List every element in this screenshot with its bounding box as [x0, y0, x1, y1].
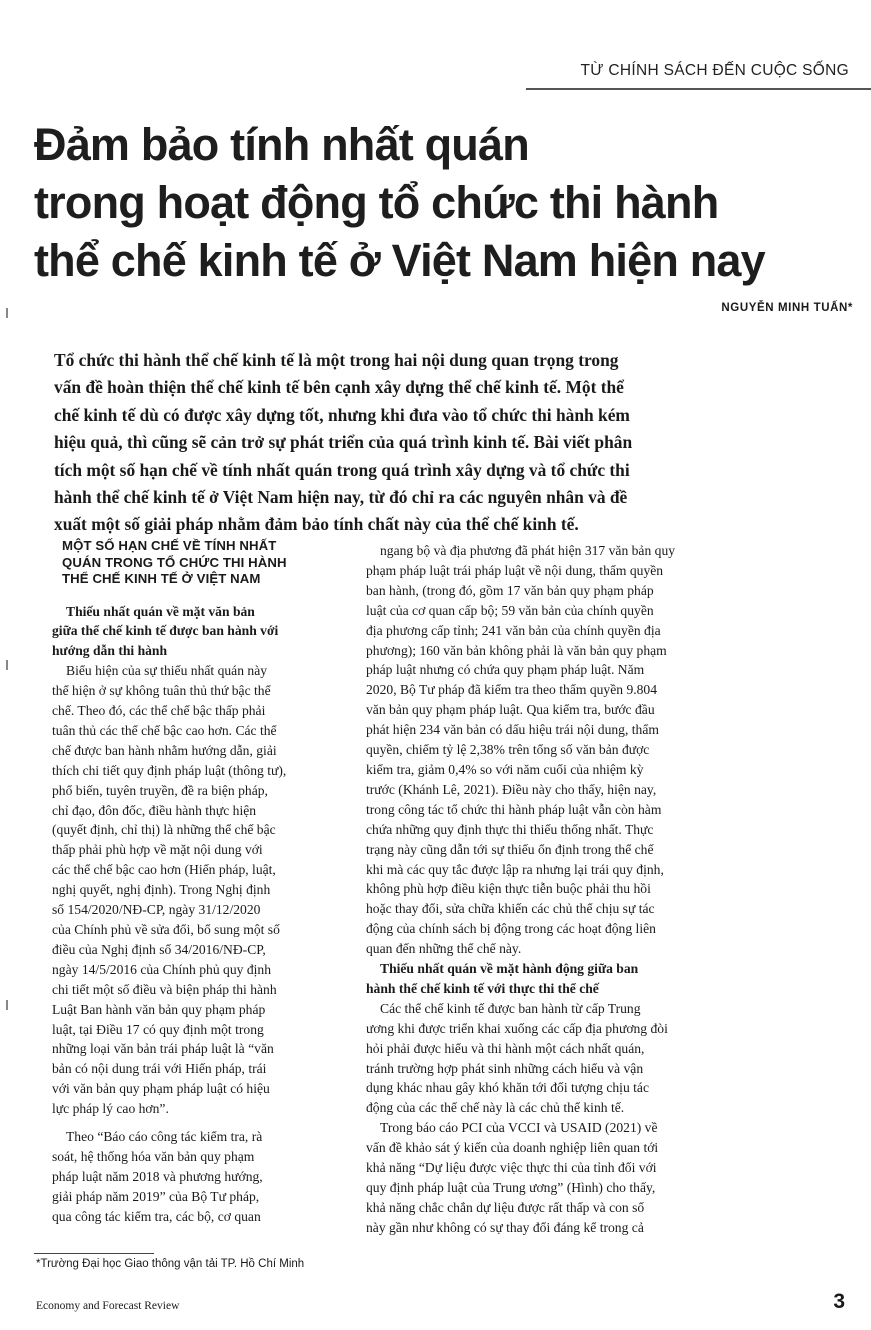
text-line: điều của Nghị định số 34/2016/NĐ-CP, [52, 941, 266, 957]
text-line: văn bản quy phạm pháp luật. Qua kiểm tra, bước đầu [366, 702, 655, 718]
footnote: *Trường Đại học Giao thông vận tải TP. Hồ Chí Minh [36, 1258, 305, 1270]
text-line: chế. Theo đó, các thể chế bậc thấp phải [52, 703, 266, 719]
text-line: phổ biến, tuyên truyền, đề ra biện pháp, [52, 782, 268, 798]
text-line: pháp luật nhưng có chứa quy phạm pháp luật. Năm [366, 662, 645, 678]
text-line: hoặc thay đổi, sửa chữa khiến các chủ thể chịu sự tác [366, 901, 655, 917]
text-line: những loại văn bản trái pháp luật là “văn [52, 1041, 274, 1057]
text-line: số 154/2020/NĐ-CP, ngày 31/12/2020 [52, 902, 261, 918]
journal-name: Economy and Forecast Review [36, 1300, 180, 1312]
text-line: ngày 14/5/2016 của Chính phủ quy định [52, 961, 271, 977]
text-line: pháp luật năm 2018 và phương hướng, [52, 1168, 263, 1184]
text-line: chi tiết một số điều và biện pháp thi hành [52, 981, 277, 997]
text-line: trước (Khánh Lê, 2021). Điều này cho thấy, hiện nay, [366, 781, 657, 797]
abstract-line: hành thể chế kinh tế ở Việt Nam hiện nay, từ đó chỉ ra các nguyên nhân và đề [54, 487, 628, 508]
author-name: NGUYỄN MINH TUẤN* [721, 302, 853, 314]
margin-mark [6, 308, 8, 318]
subheading-line: hướng dẫn thi hành [52, 643, 168, 659]
text-line: chế được ban hành nhằm hướng dẫn, giải [52, 742, 277, 758]
footnote-rule [34, 1253, 154, 1254]
text-line: (quyết định, chỉ thị) là những thể chế bậc [52, 822, 276, 838]
abstract-line: chế kinh tế dù có được xây dựng tốt, nhưng khi đưa vào tổ chức thi hành kém [54, 404, 630, 425]
right-column [366, 541, 828, 1238]
text-line: thể hiện ở sự không tuân thủ thứ bậc thể [52, 683, 271, 699]
text-line: tuân thủ các thể chế bậc cao hơn. Các thể [52, 722, 277, 738]
text-line: Các thể chế kinh tế được ban hành từ cấp Trung [380, 1000, 641, 1016]
text-line: thích chi tiết quy định pháp luật (thông tư), [52, 762, 287, 778]
text-line: địa phương cấp tỉnh; 241 văn bản của chính quyền địa [366, 622, 661, 638]
subheading [366, 959, 828, 999]
text-line: qua công tác kiểm tra, các bộ, cơ quan [52, 1208, 261, 1224]
text-line: 2020, Bộ Tư pháp đã kiểm tra theo thẩm quyền 9.804 [366, 682, 658, 698]
text-line: Luật Ban hành văn bản quy phạm pháp [52, 1001, 266, 1017]
title-line: thể chế kinh tế ở Việt Nam hiện nay [34, 235, 765, 286]
text-line: quyền, chiếm tỷ lệ 2,38% trên tổng số văn bản được [366, 742, 650, 758]
text-line: chỉ đạo, đôn đốc, điều hành thực hiện [52, 802, 257, 818]
title-line: trong hoạt động tổ chức thi hành [34, 177, 719, 228]
text-line: ương khi được triển khai xuống các cấp địa phương đòi [366, 1020, 668, 1036]
text-line: khả năng chắc chắn dự liệu được rất thấp và con số [366, 1199, 645, 1215]
paragraph [366, 999, 828, 1118]
text-line: các thể chế bậc cao hơn (Hiến pháp, luật, [52, 862, 276, 878]
text-line: tránh trường hợp phát sinh những cách hiểu và vận [366, 1060, 644, 1076]
text-line: dụng khác nhau gây khó khăn tới đối tượng chịu tác [366, 1080, 649, 1096]
abstract-line: Tổ chức thi hành thể chế kinh tế là một trong hai nội dung quan trọng trong [54, 350, 619, 370]
text-line: phạm pháp luật trái pháp luật về nội dung, thẩm quyền [366, 562, 664, 578]
section-header: TỪ CHÍNH SÁCH ĐẾN CUỘC SỐNG [580, 62, 849, 79]
abstract-line: xuất một số giải pháp nhằm đảm bảo tính chất này của thể chế kinh tế. [54, 514, 579, 535]
text-line: ngang bộ và địa phương đã phát hiện 317 văn bản quy [380, 543, 676, 558]
text-line: quy định pháp luật của Trung ương” (Hình) cho thấy, [366, 1180, 656, 1195]
subheading-line: Thiếu nhất quán về mặt văn bản [66, 603, 255, 619]
paragraph [52, 1127, 352, 1227]
abstract-line: vấn đề hoàn thiện thể chế kinh tế bên cạnh xây dựng thể chế kinh tế. Một thể [54, 377, 624, 398]
text-line: Biểu hiện của sự thiếu nhất quán này [66, 663, 268, 679]
text-line: thấp phải phù hợp về mặt nội dung với [52, 842, 263, 858]
subheading-line: Thiếu nhất quán về mặt hành động giữa ban [380, 961, 639, 977]
paragraph [366, 541, 828, 959]
paragraph [366, 1118, 828, 1237]
text-line: với văn bản quy phạm pháp luật có hiệu [52, 1081, 270, 1097]
margin-mark [6, 1000, 8, 1010]
text-line: trạng này cũng dẫn tới sự thiếu ổn định trong thể chế [366, 841, 654, 857]
text-line: hỏi phải được hiểu và thi hành một cách nhất quán, [366, 1040, 645, 1056]
article-title [34, 116, 854, 290]
text-line: không phù hợp điều kiện thực tiễn buộc phải thu hồi [366, 881, 651, 897]
subheading-line: giữa thể chế kinh tế được ban hành với [52, 623, 279, 639]
abstract-line: hiệu quả, thì cũng sẽ cản trở sự phát triển của quá trình kinh tế. Bài viết phân [54, 432, 633, 453]
margin-mark [6, 660, 8, 670]
text-line: khi mà các quy tắc được lập ra nhưng lại trái quy định, [366, 861, 664, 877]
text-line: Trong báo cáo PCI của VCCI và USAID (2021) về [380, 1120, 658, 1136]
subheading-line: hành thể chế kinh tế với thực thi thể chế [366, 980, 599, 996]
text-line: trong công tác tổ chức thi hành pháp luật vẫn còn hàm [366, 801, 662, 817]
text-line: Theo “Báo cáo công tác kiểm tra, rà [66, 1129, 263, 1145]
subheading [52, 602, 352, 662]
text-line: của Chính phủ về sửa đổi, bổ sung một số [52, 922, 280, 937]
text-line: khả năng “Dự liệu được việc thực thi của tỉnh đối với [366, 1160, 657, 1176]
text-line: bản có nội dung trái với Hiến pháp, trái [52, 1061, 267, 1077]
text-line: soát, hệ thống hóa văn bản quy phạm [52, 1148, 255, 1164]
text-line: phương); 160 văn bản không phải là văn bản quy phạm [366, 642, 667, 658]
text-line: chứa những quy định thực thi thiếu thống nhất. Thực [366, 821, 654, 837]
text-line: động của các thể chế này là các chủ thể kinh tế. [366, 1100, 625, 1116]
page-number: 3 [833, 1290, 845, 1313]
abstract [54, 347, 840, 539]
text-line: phát hiện 234 văn bản có dấu hiệu trái nội dung, thẩm [366, 722, 659, 738]
text-line: ban hành, (trong đó, gồm 17 văn bản quy phạm pháp [366, 582, 654, 598]
section-heading-line: THỂ CHẾ KINH TẾ Ở VIỆT NAM [62, 571, 261, 586]
section-heading [52, 538, 352, 588]
title-line: Đảm bảo tính nhất quán [34, 119, 529, 170]
abstract-line: tích một số hạn chế về tính nhất quán trong quá trình xây dựng và tổ chức thi [54, 459, 630, 480]
section-heading-line: MỘT SỐ HẠN CHẾ VỀ TÍNH NHẤT [62, 538, 277, 553]
text-line: nghị quyết, nghị định). Trong Nghị định [52, 882, 271, 898]
header-rule [526, 88, 871, 90]
text-line: giải pháp năm 2019” của Bộ Tư pháp, [52, 1188, 260, 1204]
text-line: động của chính sách bị động trong các hoạt động liên [366, 921, 656, 937]
text-line: luật, tại Điều 17 có quy định một trong [52, 1021, 264, 1037]
text-line: kiểm tra, giảm 0,4% so với năm cuối của nhiệm kỳ [366, 761, 644, 777]
text-line: luật của cơ quan cấp bộ; 59 văn bản của chính quyền [366, 602, 654, 618]
text-line: quan đến những thể chế này. [366, 941, 522, 957]
text-line: này gần như không có sự thay đổi đáng kể trong cả [366, 1219, 644, 1235]
text-line: vấn đề khảo sát ý kiến của doanh nghiệp liên quan tới [366, 1140, 659, 1156]
text-line: lực pháp lý cao hơn”. [52, 1101, 169, 1117]
section-heading-line: QUÁN TRONG TỔ CHỨC THI HÀNH [62, 554, 287, 570]
left-column [52, 538, 352, 1227]
paragraph [52, 661, 352, 1119]
